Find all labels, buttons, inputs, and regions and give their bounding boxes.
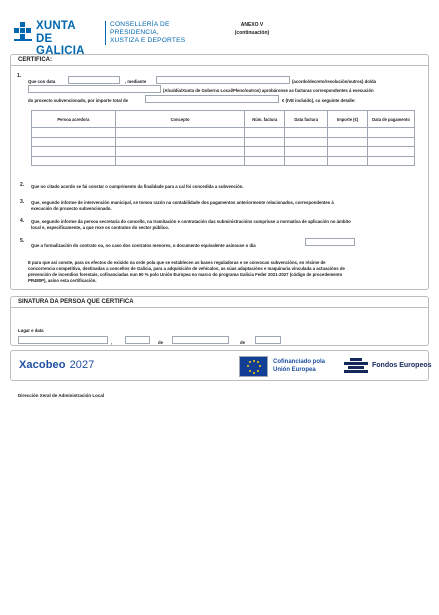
- xunta-line-1: XUNTA: [36, 20, 76, 32]
- closing-line-4: PR480P), asino esta certificación.: [28, 278, 97, 283]
- item-3-line-2: execución do proxecto subvencionado.: [31, 206, 112, 211]
- invoice-table: [31, 110, 415, 166]
- acordo-type-field[interactable]: [156, 76, 290, 84]
- day-field[interactable]: [125, 336, 150, 344]
- organ-field[interactable]: [28, 85, 161, 93]
- lugar-comma: ,: [111, 340, 113, 345]
- conselleria-line-2: PRESIDENCIA,: [110, 29, 159, 37]
- direccion-xeral: Dirección Xeral de Administración Local: [18, 393, 105, 398]
- closing-line-1: E para que así conste, para os efectos do exixido na orde pola que se establecen as bases reguladoras e se convocan subvencións, en réxime de: [28, 260, 326, 265]
- table-cell[interactable]: [32, 137, 116, 147]
- eu-cofinanciado-text: [273, 359, 325, 374]
- eu-line-1: Cofinanciado pola: [273, 359, 326, 365]
- table-cell[interactable]: [32, 128, 116, 138]
- table-cell[interactable]: [245, 147, 285, 157]
- acordo-date-field[interactable]: [68, 76, 120, 84]
- year-field[interactable]: [255, 336, 281, 344]
- table-row: [32, 147, 415, 157]
- xunta-line-2: DE GALICIA: [36, 32, 85, 57]
- table-cell[interactable]: [285, 156, 328, 166]
- closing-line-3: prevención de incendios forestais, cofinanciadas nun 60 % polo Unión Europea no marco do programa Galicia Feder 2021-2027 (código de procedemento: [28, 272, 343, 277]
- total-amount-field[interactable]: [145, 95, 279, 103]
- table-cell[interactable]: [285, 147, 328, 157]
- invoice-table-header: [32, 111, 415, 128]
- anexo-heading: [222, 21, 282, 37]
- table-cell[interactable]: [285, 137, 328, 147]
- fondos-europeos-text: Fondos Europeos: [372, 362, 432, 369]
- xacobeo-word: Xacobeo: [19, 359, 66, 371]
- table-cell[interactable]: [115, 156, 245, 166]
- fondos-europeos-icon: [344, 358, 368, 375]
- item-3-line-1: Que, segundo informe de intervención municipal, se tomou razón na contabilidade dos pagamentos anteriormente relacionados, correspondentes á: [31, 200, 334, 205]
- col-concepto: Concepto: [115, 111, 245, 128]
- item-1-text-a: Que con data: [28, 79, 56, 84]
- item-4-line-2: local e, especificamente, a que rexe os contratos do sector público.: [31, 225, 170, 230]
- table-cell[interactable]: [368, 137, 415, 147]
- table-cell[interactable]: [32, 156, 116, 166]
- lugar-field[interactable]: [18, 336, 108, 344]
- item-5-number: 5.: [20, 238, 25, 244]
- item-2-text: Que no citado acordo se fai constar o cumprimento da finalidade para a cal foi concedida a subvención.: [31, 184, 244, 189]
- xacobeo-logo: [19, 359, 94, 371]
- col-num-factura: Núm. factura: [245, 111, 285, 128]
- table-row: [32, 128, 415, 138]
- conselleria-line-3: XUSTIZA E DEPORTES: [110, 37, 186, 45]
- item-4-number: 4.: [20, 218, 25, 224]
- table-cell[interactable]: [245, 137, 285, 147]
- item-1-text-f: € (IVE incluído), co seguinte detalle:: [282, 98, 356, 103]
- table-cell[interactable]: [368, 147, 415, 157]
- anexo-subtitle: (continuación): [234, 30, 270, 36]
- conselleria-line-1: CONSELLERÍA DE: [110, 21, 170, 28]
- item-1-number: 1.: [17, 73, 22, 79]
- logo-divider: [105, 21, 106, 45]
- item-4-line-1: Que, segundo informe da persoa secretaria do concello, na tramitación e contratación das subministracións cumpriuse a normativa de aplicación no ámbito: [31, 219, 351, 224]
- item-5-text: Que a formalización do contrato ou, no caso dos contratos menores, o documento equivalente asinouse o día: [31, 243, 256, 248]
- col-importe: Importe (€): [328, 111, 368, 128]
- anexo-title: ANEXO V: [240, 22, 264, 28]
- table-cell[interactable]: [328, 147, 368, 157]
- certifica-title: CERTIFICA:: [11, 55, 428, 66]
- col-data-pagamento: Data de pagamento: [368, 111, 415, 128]
- eu-flag-icon: [239, 356, 268, 377]
- closing-line-2: concorrencia competitiva, destinadas a concellos de Galicia, para a adquisición de vehículos, as súas adaptacións e maquinaria vinculada a actuacións de: [28, 266, 345, 271]
- table-row: [32, 156, 415, 166]
- xunta-cross-icon: [14, 22, 32, 44]
- eu-line-2: Unión Europea: [273, 366, 316, 373]
- table-cell[interactable]: [368, 128, 415, 138]
- item-1-text-b: , mediante: [125, 79, 147, 84]
- de-label-2: de: [240, 340, 246, 345]
- table-cell[interactable]: [115, 137, 245, 147]
- table-cell[interactable]: [115, 128, 245, 138]
- lugar-e-data-label: Lugar e data: [18, 328, 44, 333]
- item-1-text-e: do proxecto subvencionado, por importe total de: [28, 98, 129, 103]
- sinatura-title: SINATURA DA PERSOA QUE CERTIFICA: [11, 297, 428, 308]
- formalizacion-date-field[interactable]: [305, 238, 355, 246]
- col-persoa-acredora: Persoa acredora: [32, 111, 116, 128]
- table-cell[interactable]: [368, 156, 415, 166]
- page-header: [14, 20, 426, 57]
- item-3-number: 3.: [20, 199, 25, 205]
- table-row: [32, 137, 415, 147]
- table-cell[interactable]: [328, 128, 368, 138]
- de-label-1: de: [158, 340, 164, 345]
- xunta-wordmark: [36, 20, 104, 58]
- table-cell[interactable]: [115, 147, 245, 157]
- item-2-number: 2.: [20, 182, 25, 188]
- item-1-text-c: (acordo/decreto/resolución/outros) do/da: [292, 79, 377, 84]
- table-cell[interactable]: [245, 156, 285, 166]
- table-cell[interactable]: [328, 156, 368, 166]
- col-data-factura: Data factura: [285, 111, 328, 128]
- conselleria-name: [110, 21, 185, 46]
- logos-footer: [10, 350, 432, 381]
- xacobeo-year: 2027: [69, 359, 95, 371]
- table-cell[interactable]: [285, 128, 328, 138]
- month-field[interactable]: [172, 336, 229, 344]
- xunta-logo: [14, 20, 104, 57]
- table-cell[interactable]: [32, 147, 116, 157]
- table-cell[interactable]: [328, 137, 368, 147]
- item-1-text-d: (Alcaldía/Xunta de Goberno Local/Pleno/outros) aprobáronse as facturas correspondentes á execución: [163, 88, 374, 93]
- table-cell[interactable]: [245, 128, 285, 138]
